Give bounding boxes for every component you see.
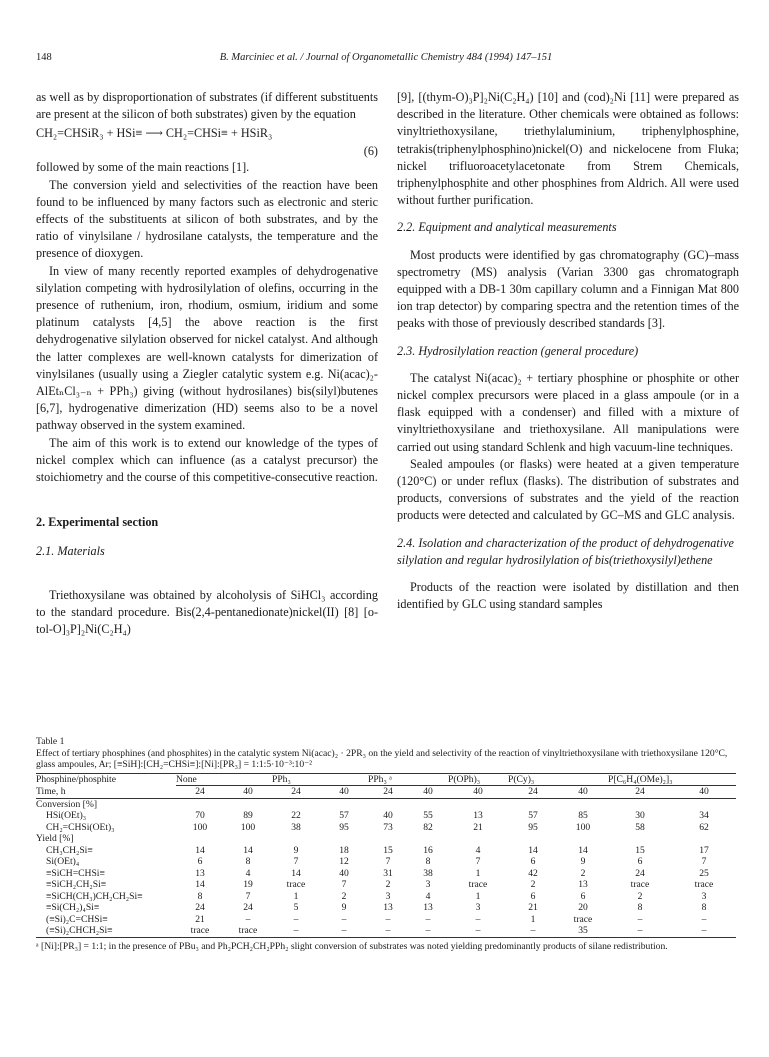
paragraph: [9], [(thym-O)₃P]₂Ni(C₂H₄) [10] and (cod)₂Ni [11] were prepared as described in the literature. Other chemicals were obtained as follows: vinyltriethoxysilane, triethylaluminium, triphenylphosphine, tetrakis(triphenylphosphino)nickel(O) and nickelocene from Fluka; nickel trifluoroacetylacetonate from Strem Chemicals, triphenylphosphite and other phosphines from Aldrich. All were used without further purification.	[397, 90, 739, 208]
table-cell: 57	[339, 810, 349, 821]
table-label: Table 1	[36, 736, 65, 747]
table-cell: 4	[245, 867, 251, 879]
table-footnote: ᵃ [Ni]:[PR₃] = 1:1; in the presence of PBu₃ and Ph₂PCH₂CH₂PPh₂ slight conversion of substrates was noted yielding predominantly products of silane redistribution.	[36, 940, 668, 952]
table-cell: –	[425, 925, 431, 936]
table-cell: –	[637, 925, 643, 936]
table-cell: 21	[473, 821, 483, 833]
table-cell: 19	[243, 879, 253, 890]
table-cell: 13	[578, 879, 588, 890]
group-header: P[C₆H₄(OMe)₂]₃	[608, 773, 736, 786]
table-cell: –	[341, 913, 347, 925]
journal-running-title: B. Marciniec et al. / Journal of Organometallic Chemistry 484 (1994) 147–151	[219, 52, 553, 63]
table-cell: 15	[383, 844, 393, 856]
table-cell: 70	[195, 810, 205, 821]
row-label: CH₃CH₂Si≡	[46, 844, 93, 856]
table-cell: 18	[339, 844, 349, 856]
table-cell: 14	[528, 844, 538, 856]
table-cell: –	[475, 913, 481, 925]
equation-6	[36, 123, 378, 159]
table-cell: 14	[578, 844, 588, 856]
time-header: 40	[699, 786, 709, 797]
table-cell: 24	[195, 902, 205, 913]
table-cell: 7	[293, 856, 299, 867]
table-cell: 34	[699, 810, 709, 821]
subsection-heading: 2.3. Hydrosilylation reaction (general procedure)	[397, 343, 639, 358]
table-cell: –	[637, 913, 643, 925]
table-row	[36, 845, 736, 857]
table-cell: 2	[580, 867, 586, 879]
table-cell: 14	[195, 879, 205, 890]
table-cell: 13	[473, 810, 483, 821]
paragraph: followed by some of the main reactions [1].	[36, 160, 250, 175]
table-cell: 8	[701, 902, 707, 913]
table-cell: 82	[423, 821, 433, 833]
table-cell: 1	[293, 890, 299, 902]
paragraph: Triethoxysilane was obtained by alcoholysis of SiHCl₃ according to the standard procedure. Bis(2,4-pentanedionate)nickel(II) [8] [o-tol-O]₃P]₂Ni(C₂H₄)	[36, 587, 378, 637]
row-label: (≡Si)₂CHCH₂Si≡	[46, 925, 113, 936]
table-header-row	[36, 786, 736, 799]
time-header: 40	[423, 786, 433, 797]
table-cell: 40	[383, 810, 393, 821]
table-cell: 8	[637, 902, 643, 913]
table-cell: 7	[245, 890, 251, 902]
table-cell: 4	[425, 890, 431, 902]
row-label: HSi(OEt)₃	[46, 810, 87, 821]
table-row	[36, 914, 736, 926]
table-cell: 31	[383, 867, 393, 879]
time-header: 24	[383, 786, 393, 797]
paragraph: The conversion yield and selectivities of the reaction have been found to be influenced by many factors such as electronic and steric effects of the substituents at silicon of both substrates, and by the ratio of vinylsilane / hydrosilane catalysts, the temperature and the presence of dioxygen.	[36, 177, 378, 261]
table-cell: 20	[578, 902, 588, 913]
group-row	[36, 833, 736, 845]
table-cell: 35	[578, 925, 588, 936]
table-row	[36, 822, 736, 834]
table-body	[36, 798, 736, 937]
table-cell: 7	[701, 856, 707, 867]
group-label: Yield [%]	[36, 833, 74, 844]
table-cell: –	[385, 913, 391, 925]
table-cell: 17	[699, 844, 709, 856]
paragraph: Most products were identified by gas chromatography (GC)–mass spectrometry (MS) analysis (Varian 3300 gas chromatograph equipped with a DB-1 30m capillary column and a Finnigan Mat 800 ion trap detector) by comparing spectra and the retention times of the peaks with those of previously described standards [3].	[397, 247, 739, 331]
table-cell: trace	[573, 913, 593, 925]
page-number: 148	[36, 52, 52, 63]
table-cell: 7	[385, 856, 391, 867]
row-label: CH₂=CHSi(OEt)₃	[46, 821, 115, 833]
table-cell: 8	[425, 856, 431, 867]
table-caption: Effect of tertiary phosphines (and phosphites) in the catalytic system Ni(acac)₂ · 2PR₃ on the yield and selectivity of the reaction of vinyltriethoxysilane with triethoxysilane 120°C, glass ampoules, Ar; [≡SiH]:[CH₂=CHSi≡]:[Ni]:[PR₃] = 1:1:5·10⁻³:10⁻²	[36, 747, 728, 770]
group-label: Conversion [%]	[36, 798, 98, 810]
table-cell: 62	[699, 821, 709, 833]
paragraph: Products of the reaction were isolated by distillation and then identified by GLC using standard samples	[397, 580, 739, 612]
time-header: 40	[339, 786, 349, 797]
table-cell: –	[245, 913, 251, 925]
table-cell: trace	[468, 879, 488, 890]
time-header: 24	[635, 786, 645, 797]
table-row	[36, 925, 736, 937]
time-header: 40	[578, 786, 588, 797]
table-cell: 9	[293, 844, 299, 856]
table-cell: 1	[530, 913, 536, 925]
time-header: 40	[473, 786, 483, 797]
table-cell: 95	[528, 821, 538, 833]
table-cell: 89	[243, 810, 253, 821]
table-cell: –	[425, 913, 431, 925]
table-cell: 14	[195, 844, 205, 856]
group-header: PPh₃	[272, 773, 368, 786]
results-table	[36, 773, 736, 938]
table-row	[36, 868, 736, 880]
table-cell: 30	[635, 810, 645, 821]
table-cell: 3	[385, 890, 391, 902]
right-column	[397, 89, 739, 613]
table-cell: –	[341, 925, 347, 936]
table-cell: 1	[475, 890, 481, 902]
table-cell: 7	[475, 856, 481, 867]
table-row	[36, 856, 736, 868]
row-label: ≡SiCH₂CH₂Si≡	[46, 879, 107, 890]
table-cell: 3	[425, 879, 431, 890]
table-cell: 15	[635, 844, 645, 856]
table-cell: 1	[475, 867, 481, 879]
table-cell: 14	[291, 867, 301, 879]
table-row	[36, 902, 736, 914]
table-cell: 95	[339, 821, 349, 833]
group-header: PPh₃ ᵃ	[368, 773, 448, 786]
table-cell: 13	[195, 867, 205, 879]
table-cell: 6	[580, 890, 586, 902]
time-header: 24	[195, 786, 205, 797]
table-cell: 6	[637, 856, 643, 867]
table-cell: 3	[701, 890, 707, 902]
table-header-row	[36, 773, 736, 786]
table-row	[36, 879, 736, 891]
table-cell: 2	[341, 890, 347, 902]
table-cell: 6	[530, 856, 536, 867]
table-cell: 9	[341, 902, 347, 913]
table-cell: 2	[385, 879, 391, 890]
table-cell: 8	[197, 890, 203, 902]
subsection-heading: 2.1. Materials	[36, 544, 105, 559]
table-cell: 13	[383, 902, 393, 913]
table-cell: 100	[192, 821, 208, 833]
table-cell: 22	[291, 810, 301, 821]
row-label: ≡SiCH(CH₃)CH₂CH₂Si≡	[46, 890, 143, 902]
table-1	[36, 736, 736, 952]
header-label: Time, h	[36, 785, 66, 797]
table-row	[36, 891, 736, 903]
paragraph: as well as by disproportionation of substrates (if different substituents are present at the silicon of both substrates) given by the equation	[36, 90, 378, 122]
group-header: None	[176, 773, 272, 786]
table-cell: trace	[286, 879, 306, 890]
table-cell: –	[293, 925, 299, 936]
table-cell: 55	[423, 810, 433, 821]
table-cell: –	[385, 925, 391, 936]
subsection-heading: 2.4. Isolation and characterization of the product of dehydrogenative silylation and regular hydrosilylation of bis(triethoxysilyl)ethene	[397, 535, 734, 567]
paragraph: In view of many recently reported examples of dehydrogenative silylation competing with hydrosilylation of olefins, occurring in the presence of ruthenium, iron, rhodium, osmium, iridium and some platinum catalysts [4,5] the above reaction is the first dehydrogenative silylation observed for nickel catalyst. And although the latter complexes are well-known catalysts for dimerization of vinylsilanes (usually using a Ziegler catalytic system e.g. Ni(acac)₂-AlEtₙCl₃₋ₙ + PPh₃) giving (without hydrosilanes) bis(silyl)butenes [6,7], hydrogenative dimerization (HD) seems also to be a novel pathway observed in the system examined.	[36, 263, 378, 433]
row-label: Si(OEt)₄	[46, 856, 80, 867]
table-cell: trace	[630, 879, 650, 890]
row-label: ≡Si(CH₂)₄Si≡	[46, 902, 100, 913]
table-cell: 24	[635, 867, 645, 879]
table-row	[36, 810, 736, 822]
table-cell: 42	[528, 867, 538, 879]
table-cell: 13	[423, 902, 433, 913]
table-cell: 24	[243, 902, 253, 913]
time-header: 24	[528, 786, 538, 797]
table-cell: 85	[578, 810, 588, 821]
table-cell: 9	[580, 856, 586, 867]
table-cell: 7	[341, 879, 347, 890]
table-cell: trace	[694, 879, 714, 890]
table-cell: 100	[575, 821, 591, 833]
running-header	[36, 52, 736, 68]
row-label: (≡Si)₂C=CHSi≡	[46, 913, 108, 925]
table-cell: trace	[238, 925, 258, 936]
row-label: ≡SiCH=CHSi≡	[46, 867, 105, 879]
equation-text: CH₂=CHSiR₃ + HSi≡ ⟶ CH₂=CHSi≡ + HSiR₃	[36, 126, 273, 141]
table-cell: 16	[423, 844, 433, 856]
table-cell: 21	[195, 913, 205, 925]
subsection-heading: 2.2. Equipment and analytical measurements	[397, 220, 617, 235]
time-header: 40	[243, 786, 253, 797]
section-heading: 2. Experimental section	[36, 515, 159, 530]
paragraph: Sealed ampoules (or flasks) were heated at a given temperature (120°C) or under reflux (flasks). The distribution of substrates and products, conversions of substrates and the yield of the reaction products were detected and calculated by GC–MS and GLC analysis.	[397, 456, 739, 523]
table-cell: 38	[423, 867, 433, 879]
table-cell: 4	[475, 844, 481, 856]
table-cell: 2	[530, 879, 536, 890]
table-cell: 38	[291, 821, 301, 833]
table-cell: 6	[530, 890, 536, 902]
table-cell: 25	[699, 867, 709, 879]
header-label: Phosphine/phosphite	[36, 773, 116, 785]
table-cell: 73	[383, 821, 393, 833]
paragraph: The aim of this work is to extend our knowledge of the types of nickel complex which can influence (as a catalyst precursor) the stoichiometry and the course of this competitive-consecutive reaction.	[36, 435, 378, 485]
group-header: P(OPh)₃	[448, 773, 508, 786]
table-cell: 12	[339, 856, 349, 867]
table-cell: 8	[245, 856, 251, 867]
table-cell: 14	[243, 844, 253, 856]
table-cell: 5	[293, 902, 299, 913]
table-cell: 6	[197, 856, 203, 867]
table-cell: trace	[190, 925, 210, 936]
table-cell: –	[475, 925, 481, 936]
equation-number: (6)	[363, 144, 378, 159]
table-cell: –	[701, 913, 707, 925]
group-header: P(Cy)₃	[508, 773, 608, 786]
paragraph: The catalyst Ni(acac)₂ + tertiary phosphine or phosphite or other nickel complex precursors were placed in a glass ampoule (or in a flask equipped with a condenser) and filled with a mixture of vinyltriethoxysilane and triethoxysilane. All manipulations were carried out using standard Schlenk and high vacuum-line techniques.	[397, 370, 739, 454]
left-column	[36, 89, 378, 638]
table-cell: 40	[339, 867, 349, 879]
table-cell: 21	[528, 902, 538, 913]
table-cell: –	[293, 913, 299, 925]
table-cell: –	[530, 925, 536, 936]
table-cell: 57	[528, 810, 538, 821]
group-row	[36, 798, 736, 810]
table-cell: 100	[240, 821, 256, 833]
time-header: 24	[291, 786, 301, 797]
table-cell: 3	[475, 902, 481, 913]
table-cell: 58	[635, 821, 645, 833]
table-cell: 2	[637, 890, 643, 902]
table-cell: –	[701, 925, 707, 936]
